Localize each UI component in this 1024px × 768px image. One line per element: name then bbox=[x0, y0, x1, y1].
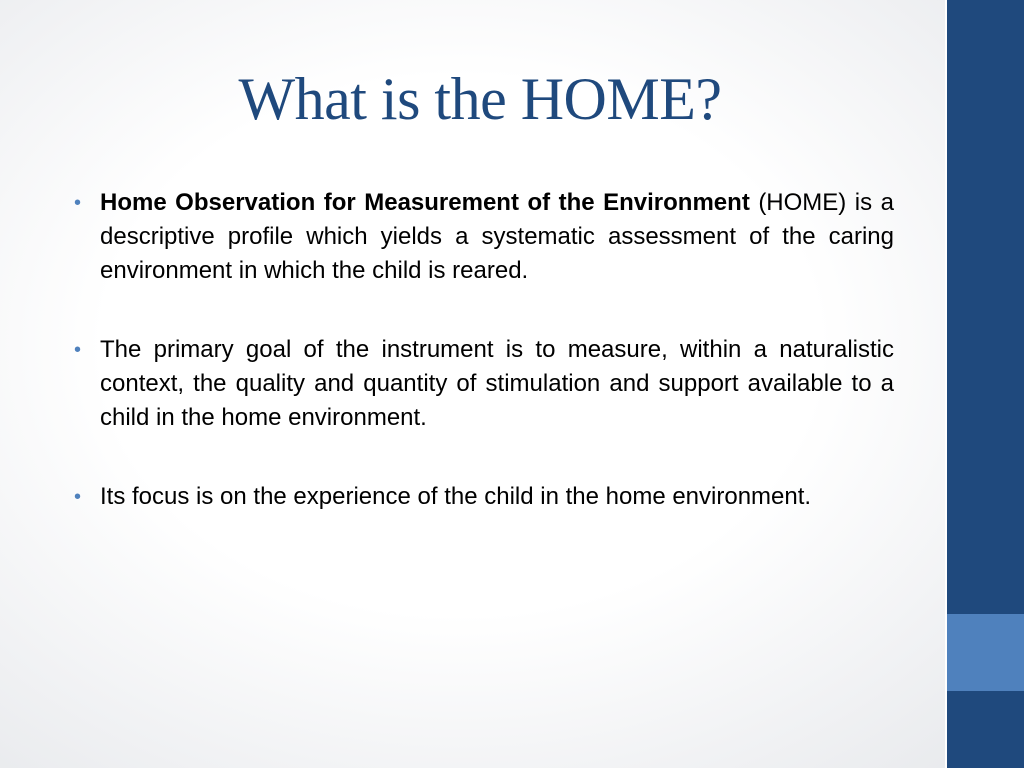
bullet-icon: • bbox=[74, 192, 82, 214]
slide-title: What is the HOME? bbox=[238, 66, 722, 132]
bullet-bold-text: Home Observation for Measurement of the Environment bbox=[100, 189, 750, 216]
bullet-text: Its focus is on the experience of the child in the home environment. bbox=[100, 483, 812, 510]
bullet-text: (HOME) is a descriptive profile which yields a systematic assessment of the caring environment in which the child is reared. bbox=[100, 189, 894, 284]
bullet-icon: • bbox=[74, 486, 82, 508]
bullet-item bbox=[72, 480, 894, 514]
bullet-text: The primary goal of the instrument is to measure, within a naturalistic context, the quality and quantity of stimulation and support available to a child in the home environment. bbox=[100, 336, 894, 431]
bullet-item bbox=[72, 186, 894, 288]
side-bar-accent bbox=[947, 614, 1024, 691]
bullet-list bbox=[72, 186, 894, 559]
bullet-item bbox=[72, 333, 894, 435]
bullet-icon: • bbox=[74, 339, 82, 361]
